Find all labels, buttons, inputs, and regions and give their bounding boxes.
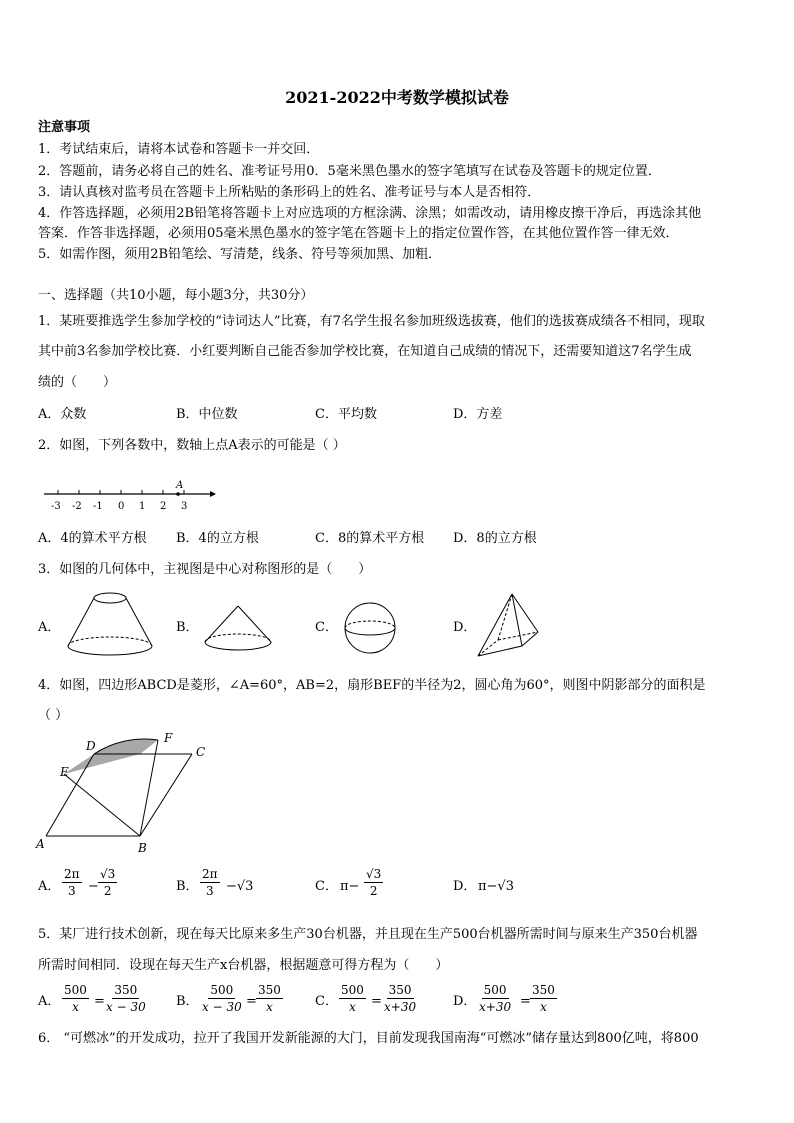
vertex-d-label: D <box>86 739 96 753</box>
tick-label: 1 <box>139 501 146 512</box>
vertex-e-label: E <box>60 765 69 779</box>
rhombus-sector-figure <box>34 730 234 858</box>
vertex-b-label: B <box>138 841 147 855</box>
q4-line: （ ） <box>38 708 69 723</box>
pyramid-figure <box>474 592 544 662</box>
q3-option-a: A． <box>38 620 61 635</box>
q5-line: 所需时间相同．设现在每天生产x台机器，根据题意可得方程为（ ） <box>38 958 449 973</box>
q5-line: 5．某厂进行技术创新，现在每天比原来多生产30台机器，并且现在生产500台机器所需时间与原来生产350台机器 <box>38 927 698 942</box>
frustum-figure <box>64 588 156 660</box>
q1-line: 其中前3名参加学校比赛．小红要判断自己能否参加学校比赛，在知道自己成绩的情况下，还需要知道这7名学生成 <box>38 344 692 359</box>
q4-line: 4．如图，四边形ABCD是菱形，∠A=60°，AB=2，扇形BEF的半径为2，圆心角为60°，则图中阴影部分的面积是 <box>38 678 706 693</box>
q5-option-a: A． <box>38 994 61 1009</box>
number-line-figure <box>40 476 220 516</box>
tick-label: 0 <box>118 501 125 512</box>
q6-line: 6． “可燃冰”的开发成功，拉开了我国开发新能源的大门，目前发现我国南海“可燃冰”储存量达到800亿吨，将800 <box>38 1031 699 1046</box>
notice-item: 3．请认真核对监考员在答题卡上所粘贴的条形码上的姓名、准考证号与本人是否相符． <box>38 185 541 200</box>
q2-option-d: D．8的立方根 <box>453 531 537 546</box>
q5-d-fraction-1: $\frac{500}{x+30}$ <box>479 983 512 1014</box>
q2-option-a: A．4的算术平方根 <box>38 531 147 546</box>
q5-c-equals: = <box>371 994 382 1009</box>
page-title: 2021-2022中考数学模拟试卷 <box>285 88 509 107</box>
q1-line: 绩的（ ） <box>38 375 117 390</box>
q1-line: 1．某班要推选学生参加学校的“诗词达人”比赛，有7名学生报名参加班级选拔赛，他们的选拔赛成绩各不相同，现取 <box>38 314 705 329</box>
arrow-icon <box>210 491 216 497</box>
shaded-region <box>64 739 158 774</box>
notice-item: 2．答题前，请务必将自己的姓名、准考证号用0．5毫米黑色墨水的签字笔填写在试卷及答题卡的规定位置． <box>38 164 661 179</box>
notice-item: 5．如需作图，须用2B铅笔绘、写清楚，线条、符号等须加黑、加粗． <box>38 247 442 262</box>
q4-b-rest: −√3 <box>226 879 254 894</box>
notice-heading: 注意事项 <box>38 120 91 135</box>
point-a-marker <box>176 492 180 496</box>
q2-option-c: C．8的算术平方根 <box>315 531 425 546</box>
tick-label: -2 <box>72 501 82 512</box>
q5-b-fraction-2: $\frac{350}{x}$ <box>258 983 281 1014</box>
q4-option-a: A． <box>38 879 61 894</box>
q5-option-b: B． <box>176 994 199 1009</box>
q4-d-expr: π−√3 <box>478 879 514 894</box>
q1-option-d: D．方差 <box>453 407 503 422</box>
tick-label: 3 <box>181 501 188 512</box>
q4-option-b: B． <box>176 879 199 894</box>
notice-item: 4．作答选择题，必须用2B铅笔将答题卡上对应选项的方框涂满、涂黑；如需改动，请用橡皮擦干净后，再选涂其他 <box>38 206 702 221</box>
vertex-c-label: C <box>196 745 206 759</box>
q1-option-c: C．平均数 <box>315 407 377 422</box>
q5-d-equals: = <box>520 994 531 1009</box>
sphere-figure <box>342 600 398 656</box>
q4-a-fraction-2: $\frac{√3}{2}$ <box>100 867 116 898</box>
q3-option-b: B． <box>176 620 199 635</box>
q4-option-d: D． <box>453 879 477 894</box>
q3-option-c: C． <box>315 620 338 635</box>
q3-option-d: D． <box>453 620 477 635</box>
q5-b-fraction-1: $\frac{500}{x - 30}$ <box>202 983 242 1014</box>
q4-a-minus: − <box>88 879 99 894</box>
section-heading: 一、选择题（共10小题，每小题3分，共30分） <box>38 288 314 303</box>
q5-b-equals: = <box>246 994 257 1009</box>
q5-a-fraction-1: $\frac{500}{x}$ <box>64 983 87 1014</box>
q3-stem: 3．如图的几何体中，主视图是中心对称图形的是（ ） <box>38 562 372 577</box>
point-a-label: A <box>176 480 184 491</box>
q5-c-fraction-2: $\frac{350}{x+30}$ <box>384 983 417 1014</box>
q5-option-d: D． <box>453 994 477 1009</box>
q4-option-c: C． <box>315 879 338 894</box>
q5-a-fraction-2: $\frac{350}{x - 30}$ <box>106 983 146 1014</box>
q4-c-fraction: $\frac{√3}{2}$ <box>366 867 382 898</box>
q5-d-fraction-2: $\frac{350}{x}$ <box>532 983 555 1014</box>
notice-item: 1．考试结束后，请将本试卷和答题卡一并交回． <box>38 142 320 157</box>
vertex-a-label: A <box>36 837 45 851</box>
q2-option-b: B．4的立方根 <box>176 531 259 546</box>
q1-option-a: A．众数 <box>38 407 87 422</box>
q1-option-b: B．中位数 <box>176 407 238 422</box>
q5-option-c: C． <box>315 994 338 1009</box>
q4-c-lead: π− <box>340 879 360 894</box>
cone-figure <box>202 604 274 656</box>
tick-label: -1 <box>93 501 103 512</box>
q4-a-fraction-1: $\frac{2\pi}{3}$ <box>64 867 80 898</box>
q4-b-fraction: $\frac{2\pi}{3}$ <box>202 867 218 898</box>
tick-label: 2 <box>160 501 167 512</box>
q2-stem: 2．如图，下列各数中，数轴上点A表示的可能是（ ） <box>38 438 346 453</box>
notice-item: 答案．作答非选择题，必须用05毫米黑色墨水的签字笔在答题卡上的指定位置作答，在其他位置作答一律无效． <box>38 226 679 241</box>
q5-a-equals: = <box>94 994 105 1009</box>
q5-c-fraction-1: $\frac{500}{x}$ <box>341 983 364 1014</box>
vertex-f-label: F <box>164 731 173 745</box>
tick-label: -3 <box>51 501 61 512</box>
